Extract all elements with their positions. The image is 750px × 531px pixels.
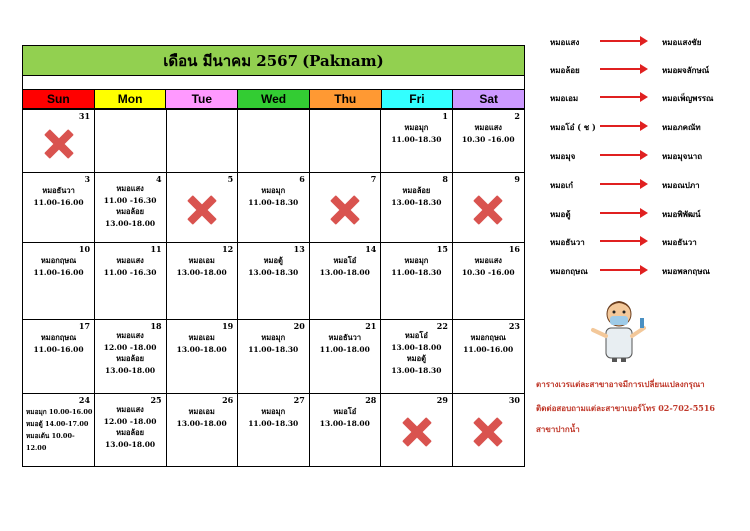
day-cell (381, 320, 453, 394)
legend-nickname: หมอเอม (550, 93, 579, 103)
shift-line: หมอเต้น 10.00-12.00 (26, 432, 75, 452)
day-cell (309, 110, 381, 173)
shift-line: หมอมุก (261, 333, 286, 342)
shift-info (452, 255, 524, 279)
day-number: 14 (365, 244, 377, 254)
shift-line: หมอแสง (474, 256, 502, 265)
legend-nickname: หมอมุจ (550, 151, 576, 161)
shift-line: หมอกฤษณ (40, 333, 77, 342)
day-number: 29 (436, 395, 448, 405)
day-number: 10 (78, 244, 91, 254)
arrow-right-icon (600, 183, 646, 185)
shift-line: 11.00 -16.30 (103, 268, 157, 277)
day-number: 30 (508, 395, 520, 405)
day-cell (95, 243, 167, 320)
day-cell (166, 243, 238, 320)
shift-line: หมอมุก (404, 256, 429, 265)
shift-line: 13.00-18.00 (176, 419, 227, 428)
day-number: 24 (78, 395, 91, 405)
title-branch: (Paknam) (302, 51, 384, 70)
legend-nickname: หมอโอ๋ ( ช ) (550, 122, 596, 132)
weekday-tue: Tue (166, 90, 238, 108)
day-cell (166, 173, 238, 243)
shift-info (95, 183, 166, 229)
arrow-right-icon (600, 125, 646, 127)
legend-nickname: หมอธันวา (550, 237, 585, 247)
shift-line: 11.00-16.00 (33, 198, 84, 207)
arrow-right-icon (600, 154, 646, 156)
day-number: 13 (293, 244, 305, 254)
calendar-title (22, 45, 525, 76)
shift-line: หมอแสง (116, 405, 144, 414)
shift-line: 11.00-16.00 (463, 345, 514, 354)
shift-info (166, 406, 237, 430)
doctor-illustration (590, 292, 648, 362)
legend-row (550, 236, 740, 248)
closed-x-icon (473, 417, 503, 447)
shift-info (23, 185, 94, 209)
shift-line: 12.00 -18.00 (103, 416, 157, 426)
shift-line: 11.00-18.00 (319, 345, 370, 354)
shift-info (23, 255, 94, 279)
shift-line: 13.00-18.00 (105, 439, 156, 449)
shift-info (238, 185, 309, 209)
weekday-wed: Wed (238, 90, 310, 108)
shift-info (381, 255, 452, 279)
shift-line: 12.00 -18.00 (103, 342, 157, 352)
day-number: 27 (293, 395, 305, 405)
shift-info (309, 332, 380, 356)
shift-line: 13.00-18.00 (105, 365, 156, 375)
shift-line: 11.00-18.30 (248, 345, 299, 354)
shift-line: 11.00 -16.30 (103, 195, 157, 205)
day-cell (95, 394, 167, 466)
weekday-sun: Sun (23, 90, 95, 108)
day-number: 23 (508, 321, 520, 331)
shift-line: 13.00-18.30 (391, 365, 442, 375)
day-cell (452, 394, 524, 466)
legend-nickname: หมอแสง (550, 37, 580, 47)
day-cell (166, 320, 238, 394)
day-cell (381, 110, 453, 173)
legend-fullname: หมอแสงชัย (662, 37, 702, 47)
day-number: 8 (442, 174, 448, 184)
shift-line: หมอล้อย (116, 207, 145, 216)
weekday-mon: Mon (95, 90, 167, 108)
shift-line: หมอล้อย (402, 186, 431, 195)
day-number: 1 (442, 111, 448, 121)
shift-line: 13.00-18.30 (391, 198, 442, 207)
shift-line: หมอแสง (116, 331, 144, 340)
legend-row (550, 92, 740, 104)
notice-line: ตารางเวรแต่ละสาขาอาจมีการเปลี่ยนแปลงกรุณา (536, 379, 705, 389)
shift-line: หมอตู้ 14.00-17.00 (26, 420, 89, 428)
day-cell (23, 173, 95, 243)
day-cell (95, 173, 167, 243)
day-cell (309, 394, 381, 466)
shift-info (95, 330, 166, 376)
legend-row (550, 36, 740, 48)
day-cell (381, 394, 453, 466)
day-number: 19 (222, 321, 234, 331)
day-number: 6 (299, 174, 305, 184)
shift-line: หมอโอ๋ (404, 331, 428, 340)
day-number: 16 (508, 244, 520, 254)
shift-line: 11.00-18.30 (391, 268, 442, 277)
legend-fullname: หมอผจลักษณ์ (662, 65, 710, 75)
shift-line: หมอเอม (188, 256, 215, 265)
day-number: 21 (365, 321, 377, 331)
day-cell (238, 110, 310, 173)
day-cell (452, 173, 524, 243)
day-number: 11 (150, 244, 162, 254)
day-number: 22 (436, 321, 448, 331)
day-number: 20 (293, 321, 305, 331)
shift-info (238, 255, 309, 279)
shift-line: หมอเอม (188, 407, 215, 416)
shift-line: 13.00-18.00 (176, 345, 227, 354)
legend-fullname: หมอณปภา (662, 180, 700, 190)
legend-row (550, 64, 740, 76)
shift-line: หมอมุก (404, 123, 429, 132)
shift-line: หมอล้อย (116, 428, 145, 437)
legend-fullname: หมอเพ็ญพรรณ (662, 93, 714, 103)
closed-x-icon (44, 129, 74, 159)
legend-row (550, 265, 740, 277)
weekday-header (22, 89, 525, 109)
day-number: 15 (436, 244, 448, 254)
shift-info (452, 122, 524, 146)
day-number: 2 (514, 111, 520, 121)
day-cell (309, 243, 381, 320)
shift-line: 11.00-16.00 (33, 268, 84, 277)
day-cell (381, 173, 453, 243)
shift-line: หมอกฤษณ (40, 256, 77, 265)
notice-line: ติดต่อสอบถามแต่ละสาขาเบอร์โทร 02-702-5516 (536, 403, 715, 413)
day-number: 5 (227, 174, 234, 184)
day-cell (23, 110, 95, 173)
arrow-right-icon (600, 212, 646, 214)
day-cell (452, 320, 524, 394)
shift-line: 13.00-18.00 (391, 342, 442, 352)
day-number: 3 (84, 174, 91, 184)
arrow-right-icon (600, 96, 646, 98)
notice-line: สาขาปากน้ำ (536, 424, 580, 434)
shift-line: 13.00-18.00 (319, 419, 370, 428)
shift-line: 10.30 -16.00 (461, 135, 515, 144)
shift-info (26, 406, 94, 454)
shift-info (166, 255, 237, 279)
legend-fullname: หมอมุจนาถ (662, 151, 703, 161)
shift-line: 13.00-18.00 (176, 268, 227, 277)
arrow-right-icon (600, 68, 646, 70)
calendar-grid (22, 109, 525, 467)
day-number: 28 (365, 395, 377, 405)
shift-line: หมอเอม (188, 333, 215, 342)
shift-line: หมอมุก 10.00-16.00 (26, 408, 93, 416)
day-number: 4 (156, 174, 162, 184)
shift-line: หมอกฤษณ (470, 333, 506, 342)
shift-info (166, 332, 237, 356)
day-cell (23, 394, 95, 466)
closed-x-icon (330, 195, 360, 225)
arrow-right-icon (600, 40, 646, 42)
shift-info (309, 255, 380, 279)
day-cell (238, 173, 310, 243)
shift-info (381, 122, 452, 146)
legend-fullname: หมอพิพัฒน์ (662, 209, 701, 219)
shift-line: 11.00-16.00 (33, 345, 84, 354)
shift-line: 13.00-18.30 (248, 268, 299, 277)
legend-fullname: หมอภคณัท (662, 122, 701, 132)
day-cell (166, 394, 238, 466)
weekday-thu: Thu (310, 90, 382, 108)
shift-line: หมอธันวา (328, 333, 362, 342)
day-cell (23, 320, 95, 394)
day-number: 17 (78, 321, 91, 331)
shift-line: หมอล้อย (116, 354, 145, 363)
shift-line: หมอแสง (116, 184, 144, 193)
arrow-right-icon (600, 240, 646, 242)
shift-line: 13.00-18.00 (105, 218, 156, 228)
shift-info (95, 404, 166, 450)
weekday-fri: Fri (382, 90, 454, 108)
weekday-sat: Sat (453, 90, 524, 108)
shift-info (381, 185, 452, 209)
shift-info (452, 332, 524, 356)
shift-line: หมอโอ๋ (333, 407, 357, 416)
day-number: 25 (150, 395, 162, 405)
day-cell (23, 243, 95, 320)
legend-nickname: หมอตู้ (550, 209, 571, 219)
shift-info (309, 406, 380, 430)
shift-line: หมอธันวา (42, 186, 75, 195)
title-spacer (22, 76, 525, 89)
shift-line: หมอแสง (116, 256, 144, 265)
legend-row (550, 150, 740, 162)
legend-nickname: หมอเก๋ (550, 180, 573, 190)
shift-line: หมอตู้ (406, 354, 426, 363)
shift-line: 11.00-18.30 (248, 198, 299, 207)
shift-info (95, 255, 166, 279)
day-number: 12 (222, 244, 234, 254)
closed-x-icon (402, 417, 432, 447)
day-number: 7 (370, 174, 377, 184)
day-cell (95, 110, 167, 173)
day-number: 18 (150, 321, 162, 331)
day-cell (166, 110, 238, 173)
legend-nickname: หมอล้อย (550, 65, 580, 75)
day-cell (238, 320, 310, 394)
day-cell (309, 173, 381, 243)
day-cell (452, 110, 524, 173)
day-cell (95, 320, 167, 394)
shift-line: 11.00-18.30 (248, 419, 299, 428)
shift-info (238, 406, 309, 430)
day-cell (238, 243, 310, 320)
shift-line: หมอมุก (261, 186, 286, 195)
day-cell (452, 243, 524, 320)
legend-nickname: หมอกฤษณ (550, 266, 588, 276)
shift-line: หมอแสง (474, 123, 502, 132)
shift-line: หมอโอ๋ (333, 256, 357, 265)
shift-line: หมอมุก (261, 407, 286, 416)
day-cell (309, 320, 381, 394)
day-number: 31 (78, 111, 91, 121)
day-number: 9 (514, 174, 520, 184)
shift-info (23, 332, 94, 356)
day-number: 26 (222, 395, 234, 405)
shift-line: 10.30 -16.00 (461, 268, 515, 277)
shift-info (381, 330, 452, 376)
day-cell (381, 243, 453, 320)
legend-fullname: หมอพลกฤษณ (662, 266, 710, 276)
shift-line: 11.00-18.30 (391, 135, 442, 144)
shift-line: 13.00-18.00 (319, 268, 370, 277)
legend-row (550, 179, 740, 191)
legend-row (550, 121, 740, 133)
legend-row (550, 208, 740, 220)
shift-line: หมอตู้ (263, 256, 283, 265)
closed-x-icon (187, 195, 217, 225)
shift-info (238, 332, 309, 356)
legend-fullname: หมอธันวา (662, 237, 697, 247)
arrow-right-icon (600, 269, 646, 271)
day-cell (238, 394, 310, 466)
title-month: เดือน มีนาคม 2567 (163, 51, 299, 70)
closed-x-icon (473, 195, 503, 225)
